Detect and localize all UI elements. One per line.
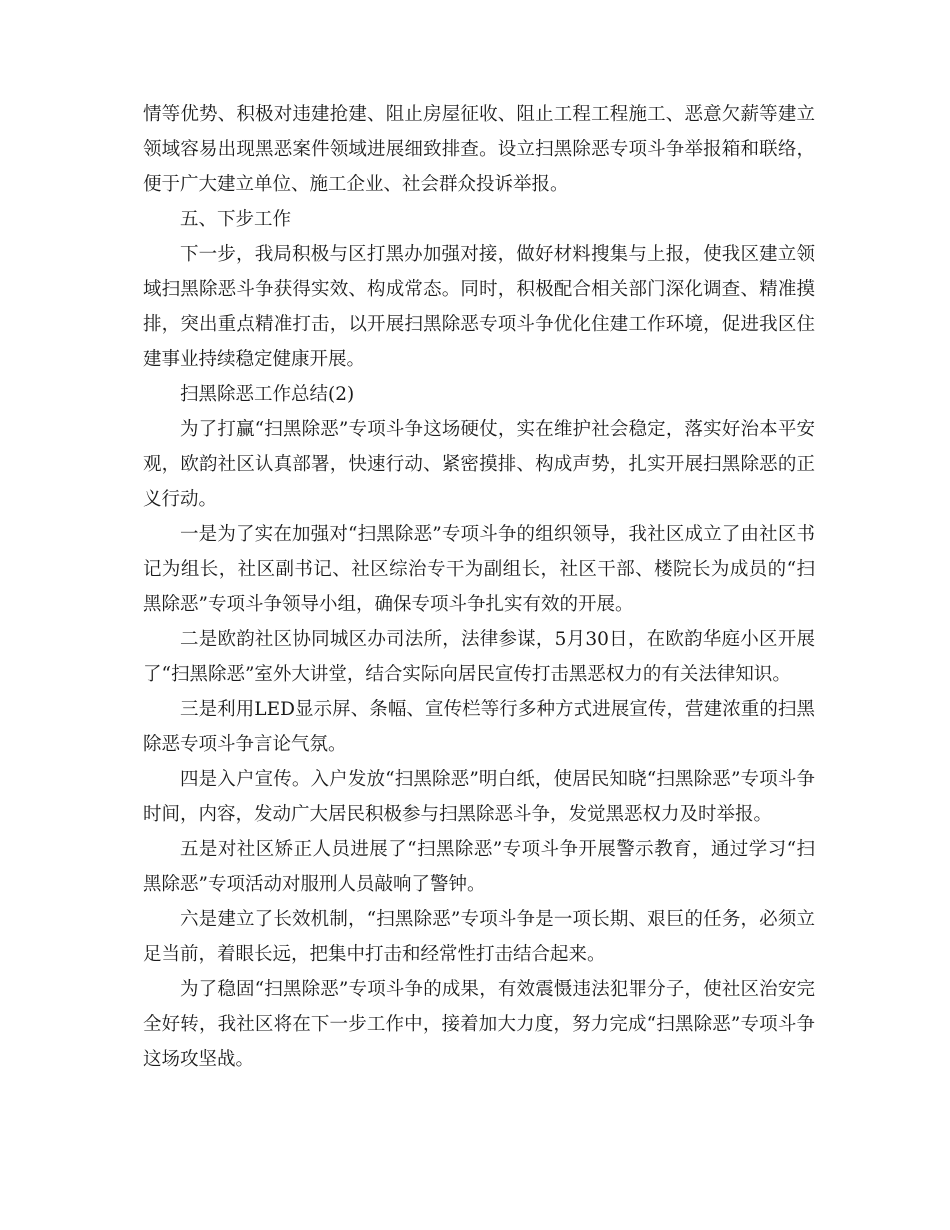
paragraph-10: 为了稳固“扫黑除恶”专项斗争的成果，有效震慑违法犯罪分子，使社区治安完全好转，我社区将在下一步工作中，接着加大力度，努力完成“扫黑除恶”专项斗争这场攻坚战。 (143, 979, 815, 1070)
paragraph-5: 二是欧韵社区协同城区办司法所，法律参谋，5月30日，在欧韵华庭小区开展了“扫黑除恶”室外大讲堂，结合实际向居民宣传打击黑恶权力的有关法律知识。 (143, 629, 815, 685)
paragraph-6: 三是利用LED显示屏、条幅、宣传栏等行多种方式进展宣传，营建浓重的扫黑除恶专项斗争言论气氛。 (143, 699, 815, 755)
paragraph-1: 情等优势、积极对违建抢建、阻止房屋征收、阻止工程工程施工、恶意欠薪等建立领域容易出现黑恶案件领域进展细致排查。设立扫黑除恶专项斗争举报箱和联络，便于广大建立单位、施工企业、社会群众投诉举报。 (143, 104, 815, 195)
document-body (143, 97, 815, 1077)
paragraph-7: 四是入户宣传。入户发放“扫黑除恶”明白纸，使居民知晓“扫黑除恶”专项斗争时间，内容，发动广大居民积极参与扫黑除恶斗争，发觉黑恶权力及时举报。 (143, 769, 815, 825)
section-heading-summary-2: 扫黑除恶工作总结(2) (180, 384, 355, 405)
paragraph-2: 下一步，我局积极与区打黑办加强对接，做好材料搜集与上报，使我区建立领域扫黑除恶斗争获得实效、构成常态。同时，积极配合相关部门深化调查、精准摸排，突出重点精准打击，以开展扫黑除恶专项斗争优化住建工作环境，促进我区住建事业持续稳定健康开展。 (143, 244, 815, 370)
paragraph-3: 为了打赢“扫黑除恶”专项斗争这场硬仗，实在维护社会稳定，落实好治本平安观，欧韵社区认真部署，快速行动、紧密摸排、构成声势，扎实开展扫黑除恶的正义行动。 (143, 419, 815, 510)
paragraph-4: 一是为了实在加强对“扫黑除恶”专项斗争的组织领导，我社区成立了由社区书记为组长，社区副书记、社区综治专干为副组长，社区干部、楼院长为成员的“扫黑除恶”专项斗争领导小组，确保专项斗争扎实有效的开展。 (143, 524, 815, 615)
paragraph-8: 五是对社区矫正人员进展了“扫黑除恶”专项斗争开展警示教育，通过学习“扫黑除恶”专项活动对服刑人员敲响了警钟。 (143, 839, 815, 895)
paragraph-9: 六是建立了长效机制，“扫黑除恶”专项斗争是一项长期、艰巨的任务，必须立足当前，着眼长远，把集中打击和经常性打击结合起来。 (143, 909, 815, 965)
section-heading-next-steps: 五、下步工作 (180, 209, 292, 230)
